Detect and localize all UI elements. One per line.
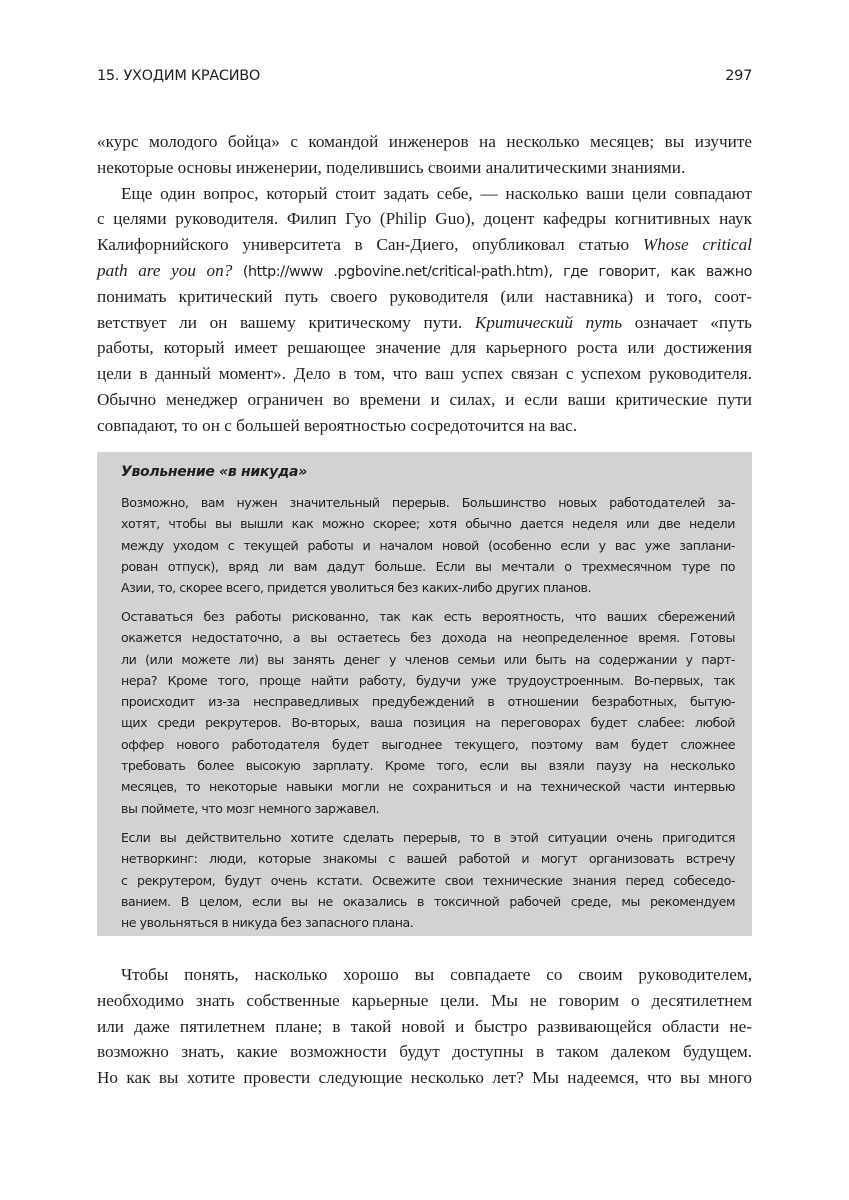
text-line: Чтобы понять, насколько хорошо вы совпадаете со своим руководителем, (121, 965, 752, 984)
text-line: не увольняться в никуда без запасного плана. (121, 915, 414, 931)
url-text: (http://www .pgbovine.net/critical-path.htm), где говорит, как важно (232, 263, 752, 280)
text-line: Азии, то, скорее всего, придется уволиться без каких-либо других планов. (121, 580, 592, 596)
text-line: Но как вы хотите провести следующие несколько лет? Мы надеемся, что вы много (97, 1068, 752, 1088)
text-line: Оставаться без работы рискованно, так как есть вероятность, что ваших сбережений (121, 609, 735, 624)
text-line: работы, который имеет решающее значение для карьерного роста или достижения (97, 338, 752, 358)
text-line: хотят, чтобы вы вышли как можно скорее; хотя обычно дается неделя или две недели (121, 516, 735, 532)
sidebar-box (97, 452, 752, 936)
bottom-text (97, 962, 752, 1091)
running-header-chapter: 15. УХОДИМ КРАСИВО (97, 68, 261, 84)
sidebar-paragraph (121, 606, 735, 819)
text-line: некоторые основы инженерии, поделившись своими аналитическими знаниями. (97, 157, 686, 177)
text-line: нера? Кроме того, проще найти работу, будучи уже трудоустроенным. Во-первых, так (121, 672, 735, 688)
text-line: щих среди рекрутеров. Во-вторых, ваша позиция на переговорах будет слабее: любой (121, 715, 735, 731)
article-title: path are you on? (97, 260, 233, 280)
sidebar-box-title: Увольнение «в никуда» (121, 464, 307, 480)
text-line: «курс молодого бойца» с командой инженеров на несколько месяцев; вы изучите (97, 132, 752, 151)
text-line: Возможно, вам нужен значительный перерыв. Большинство новых работодателей за- (121, 495, 735, 510)
text-line: цели в данный момент». Дело в том, что ваш успех связан с успехом руководителя. (97, 364, 752, 384)
text-line: или даже пятилетнем плане; в такой новой и быстро развивающейся области не- (97, 1016, 752, 1036)
text-line: понимать критический путь своего руководителя (или наставника) и того, соот- (97, 286, 752, 306)
text-line: требовать более высокую зарплату. Кроме того, если вы взяли паузу на несколько (121, 758, 735, 774)
text-line: вы поймете, что мозг немного заржавел. (121, 800, 380, 816)
text-line: возможно знать, какие возможности будут доступны в таком далеком будущем. (97, 1042, 752, 1062)
text-line: Обычно менеджер ограничен во времени и силах, и если ваши критические пути (97, 389, 752, 409)
text-run: ветствует ли он вашему критическому пути. (97, 312, 475, 332)
text-run: означает «путь (622, 312, 753, 332)
text-line: нетворкинг: люди, которые знакомы с вашей работой и могут организовать встречу (121, 851, 735, 867)
text-line: оффер нового работодателя будет выгоднее текущего, поэтому вам будет сложнее (121, 736, 735, 752)
text-line: совпадают, то он с большей вероятностью сосредоточится на вас. (97, 415, 578, 435)
sidebar-paragraph (121, 492, 735, 598)
text-line: необходимо знать собственные карьерные цели. Мы не говорим о десятилетнем (97, 990, 752, 1010)
text-line: рован отпуск), вряд ли вам дадут больше. Если вы мечтали о трехмесячном туре по (121, 558, 735, 574)
text-line: с рекрутером, будут очень кстати. Освежите свои технические знания перед собеседо- (121, 872, 735, 888)
term: Критический путь (474, 312, 623, 332)
article-title: Whose critical (642, 235, 752, 255)
text-run: Калифорнийского университета в Сан-Диего, опубликовал статью (97, 235, 643, 255)
text-line (97, 258, 752, 284)
text-line: между уходом с текущей работы и началом новой (особенно если у вас уже заплани- (121, 537, 735, 553)
text-line: окажется недостаточно, а вы остаетесь без дохода на неопределенное время. Готовы (121, 630, 735, 646)
page-number: 297 (725, 68, 752, 84)
text-line: месяцев, то некоторые навыки могли не сохраниться и на технической части интервью (121, 779, 735, 795)
text-line: ванием. В целом, если вы не оказались в токсичной рабочей среде, мы рекомендуем (121, 893, 735, 909)
text-line (97, 310, 752, 336)
sidebar-paragraph (121, 827, 735, 933)
text-line (97, 232, 752, 258)
text-line: с целями руководителя. Филип Гуо (Philip Guo), доцент кафедры когнитивных наук (97, 209, 752, 229)
text-line: происходит из-за несправедливых предубеждений в отношении безработных, бытую- (121, 694, 735, 710)
text-line: ли (или можете ли) вы занять денег у членов семьи или быть на содержании у парт- (121, 651, 735, 667)
top-text (97, 129, 752, 439)
text-line: Еще один вопрос, который стоит задать себе, — насколько ваши цели совпадают (121, 183, 752, 203)
text-line: Если вы действительно хотите сделать перерыв, то в этой ситуации очень пригодится (121, 830, 735, 845)
